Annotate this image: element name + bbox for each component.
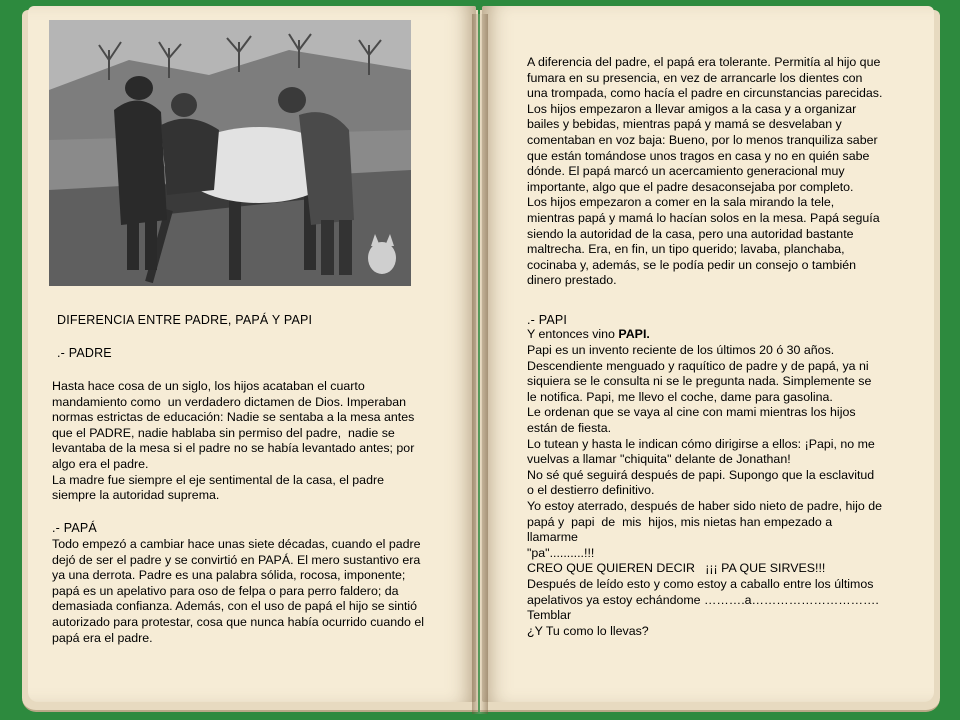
section-padre-heading: .- PADRE bbox=[57, 346, 112, 360]
papi-paragraph: Papi es un invento reciente de los últimos 20 ó 30 años. Descendiente menguado y raquítico de padre y de papá, ya ni siquiera se le consulta ni se le pregunta nada. Simplemente se le notifica. Papi, me llevo el coche, dame para gasolina. Le ordenan que se vaya al cine con mami mientras los hijos están de fiesta. Lo tutean y hasta le indican cómo dirigirse a ellos: ¡Papi, no me vuelvas a llamar "chiquita" delante de Jonathan! No sé qué seguirá después de papi. Supongo que la esclavitud o el destierro definitivo. Yo estoy aterrado, después de haber sido nieto de padre, hijo de papá y papi de mis hijos, mis nietas han empezado a llamarme "pa"..........!!! CREO QUE QUIEREN DECIR ¡¡¡ PA QUE SIRVES!!! Después de leído esto y como estoy a caballo entre los últimos apelativos ya estoy echándome ……….a…………………………. Temblar ¿Y Tu como lo llevas? bbox=[527, 343, 882, 638]
papi-intro-prefix: Y entonces vino bbox=[527, 327, 619, 341]
section-papi-heading: .- PAPI bbox=[527, 313, 568, 327]
photo-illustration bbox=[49, 20, 411, 286]
papi-intro-bold: PAPI. bbox=[618, 327, 650, 341]
section-papa-heading: .- PAPÁ bbox=[52, 521, 97, 535]
black-white-photo bbox=[49, 20, 411, 286]
papa-paragraph: Todo empezó a cambiar hace unas siete décadas, cuando el padre dejó de ser el padre y se convirtió en PAPÁ. El mero sustantivo era ya una derrota. Padre es una palabra sólida, rocosa, imponente; papá es un apelativo para oso de felpa o para perro faldero; da demasiada confianza. Además, con el uso de papá el hijo se sintió autorizado para protestar, cosa que nunca había ocurrido cuando el papá era el padre. bbox=[52, 537, 424, 645]
papa-continuation-paragraph: A diferencia del padre, el papá era tolerante. Permitía al hijo que fumara en su presencia, en vez de arrancarle los dientes con una trompada, como hacía el padre en circunstancias parecidas. Los hijos empezaron a llevar amigos a la casa y a organizar bailes y bebidas, mientras papá y mamá se desvelaban y comentaban en voz baja: Bueno, por lo menos tranquiliza saber que están tomándose unos tragos en casa y no en quién sabe dónde. El papá marcó un acercamiento generacional muy importante, algo que el padre desaconsejaba por completo. Los hijos empezaron a comer en la sala mirando la tele, mientras papá y mamá lo hacían solos en la mesa. Papá seguía siendo la autoridad de la casa, pero una autoridad bastante maltrecha. Era, en fin, un tipo querido; lavaba, planchaba, cocinaba y, además, se le podía pedir un consejo o también dinero prestado. bbox=[527, 55, 883, 288]
article-title: DIFERENCIA ENTRE PADRE, PAPÁ Y PAPI bbox=[57, 313, 313, 327]
book-spine bbox=[472, 14, 488, 714]
papi-intro-line bbox=[527, 327, 927, 343]
padre-paragraph: Hasta hace cosa de un siglo, los hijos acataban el cuarto mandamiento como un verdadero dictamen de Dios. Imperaban normas estrictas de educación: Nadie se sentaba a la mesa antes que el PADRE, nadie hablaba sin permiso del padre, nadie se levantaba de la mesa si el padre no se había levantado antes; por algo era el padre. La madre fue siempre el eje sentimental de la casa, el padre siempre la autoridad suprema. bbox=[52, 379, 415, 503]
